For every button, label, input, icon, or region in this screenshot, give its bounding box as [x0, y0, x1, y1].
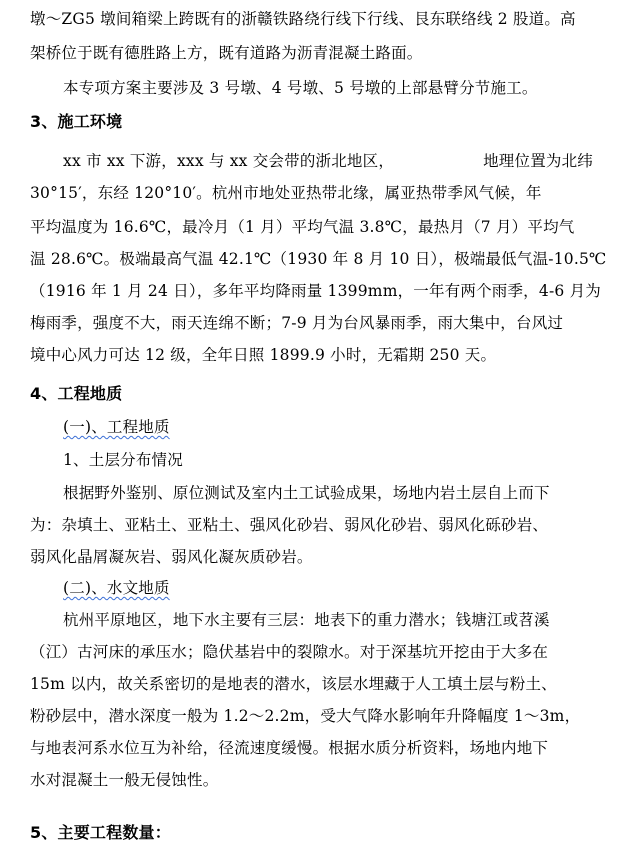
paragraph-line: 30°15′，东经 120°10′。杭州市地处亚热带北缘，属亚热带季风气候，年 [30, 184, 542, 202]
paragraph-line: 温 28.6℃。极端最高气温 42.1℃（1930 年 8 月 10 日），极端最低气温-10.5℃ [30, 250, 607, 268]
paragraph-line: 弱风化晶屑凝灰岩、弱风化凝灰质砂岩。 [30, 548, 313, 566]
paragraph-line: 水对混凝土一般无侵蚀性。 [30, 771, 219, 789]
section-heading-5: 5、主要工程数量： [30, 823, 171, 842]
paragraph-line: 根据野外鉴别、原位测试及室内土工试验成果，场地内岩土层自上而下 [63, 484, 550, 502]
paragraph-line: 本专项方案主要涉及 3 号墩、4 号墩、5 号墩的上部悬臂分节施工。 [63, 79, 538, 97]
paragraph-line-part: 地理位置为北纬 [483, 152, 593, 170]
paragraph-line: 与地表河系水位互为补给，径流速度缓慢。根据水质分析资料，场地内地下 [30, 739, 549, 757]
section-heading-3: 3、施工环境 [30, 112, 123, 131]
paragraph-line: 架桥位于既有德胜路上方，既有道路为沥青混凝土路面。 [30, 44, 423, 62]
subsection-heading: 1、土层分布情况 [63, 451, 183, 469]
paragraph-line: 梅雨季，强度不大，雨天连绵不断；7-9 月为台风暴雨季，雨大集中，台风过 [30, 314, 564, 332]
section-heading-4: 4、工程地质 [30, 384, 123, 403]
paragraph-line: 粉砂层中，潜水深度一般为 1.2～2.2m，受大气降水影响年升降幅度 1～3m， [30, 707, 581, 725]
paragraph-line: 墩～ZG5 墩间箱梁上跨既有的浙赣铁路绕行线下行线、艮东联络线 2 股道。高 [30, 10, 576, 28]
paragraph-line: 15m 以内，故关系密切的是地表的潜水，该层水埋藏于人工填土层与粉土、 [30, 675, 557, 693]
paragraph-line: 平均温度为 16.6℃，最冷月（1 月）平均气温 3.8℃，最热月（7 月）平均气 [30, 218, 575, 236]
subsection-heading [63, 416, 593, 438]
paragraph-line: （江）古河床的承压水；隐伏基岩中的裂隙水。对于深基坑开挖由于大多在 [30, 643, 549, 661]
subsection-heading [63, 577, 593, 599]
paragraph-line: 杭州平原地区，地下水主要有三层：地表下的重力潜水；钱塘江或苕溪 [63, 611, 550, 629]
paragraph-line: 为：杂填土、亚粘土、亚粘土、强风化砂岩、弱风化砂岩、弱风化砾砂岩、 [30, 516, 549, 534]
paragraph-line: 境中心风力可达 12 级，全年日照 1899.9 小时，无霜期 250 天。 [30, 346, 497, 364]
paragraph-line-part: xx 市 xx 下游，xxx 与 xx 交会带的浙北地区， [63, 152, 395, 170]
subsection-heading-text: (二)、水文地质 [63, 579, 170, 597]
subsection-heading-text: (一)、工程地质 [63, 418, 170, 436]
paragraph-line: （1916 年 1 月 24 日），多年平均降雨量 1399mm，一年有两个雨季，4-6 月为 [30, 282, 601, 300]
paragraph-line [63, 150, 593, 172]
